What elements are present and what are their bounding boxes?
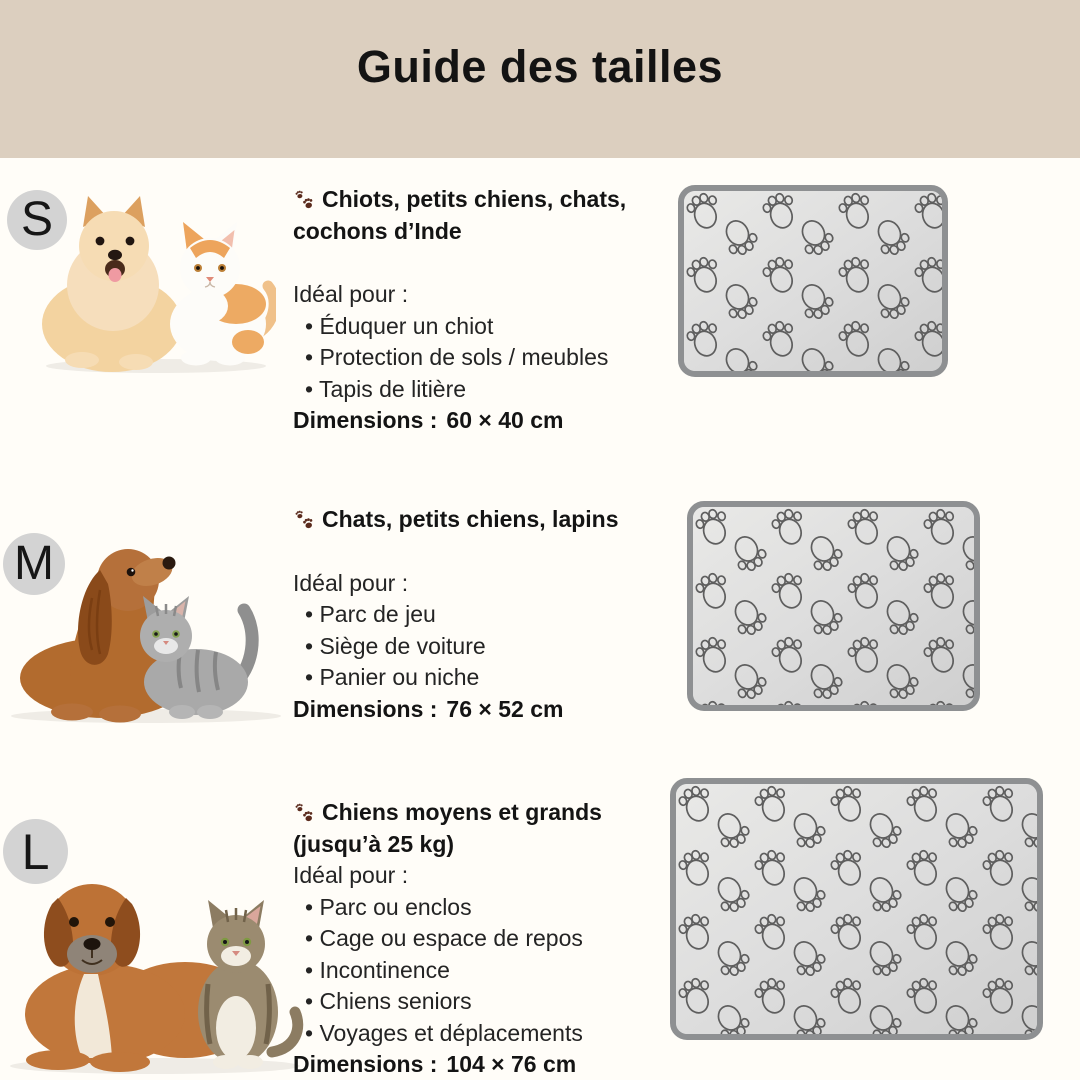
heading-line2: cochons d’Inde <box>293 217 462 244</box>
paw-prints-icon <box>293 507 315 529</box>
heading-line2: (jusqu’à 25 kg) <box>293 830 455 857</box>
medium-pets-illustration <box>0 528 292 724</box>
photo-pomeranian-and-cat <box>38 182 276 376</box>
header-banner <box>0 0 1080 158</box>
ideal-use-item: • Tapis de litière <box>293 374 685 406</box>
ideal-label: Idéal pour : <box>293 569 409 596</box>
dimensions-line <box>293 694 685 726</box>
mat-photo-m <box>687 501 980 711</box>
paw-prints-icon <box>293 187 315 209</box>
mat-photo-l <box>670 778 1043 1040</box>
photo-spaniel-and-gray-cat <box>0 528 292 724</box>
paw-print-pattern <box>684 191 942 371</box>
dimensions-label: Dimensions : <box>293 1051 438 1077</box>
section-m-text <box>293 504 685 725</box>
dimensions-line <box>293 1049 685 1080</box>
photo-large-dog-and-tabby-cat <box>0 852 308 1076</box>
ideal-use-item: • Protection de sols / meubles <box>293 342 685 374</box>
large-pets-illustration <box>0 852 308 1076</box>
ideal-label: Idéal pour : <box>293 281 409 307</box>
heading-line1: Chiots, petits chiens, chats, <box>322 186 627 212</box>
size-letter: M <box>14 537 54 590</box>
dimensions-value: 60 × 40 cm <box>446 407 564 433</box>
section-l-heading <box>293 797 685 860</box>
section-l-text <box>293 797 685 1080</box>
mat-photo-s <box>678 185 948 377</box>
dimensions-label: Dimensions : <box>293 695 438 722</box>
section-s-heading <box>293 184 685 247</box>
dimensions-value: 104 × 76 cm <box>446 1051 577 1077</box>
ideal-use-item: • Éduquer un chiot <box>293 311 685 343</box>
size-letter: L <box>21 823 50 880</box>
ideal-use-item: • Siège de voiture <box>293 631 685 663</box>
page-title: Guide des tailles <box>356 41 724 92</box>
paw-prints-icon <box>293 800 315 822</box>
heading-line1: Chiens moyens et grands <box>322 799 602 825</box>
heading-line1: Chats, petits chiens, lapins <box>322 506 619 532</box>
section-s-text <box>293 184 685 437</box>
dimensions-value: 76 × 52 cm <box>446 695 564 722</box>
size-letter: S <box>20 193 53 246</box>
section-m-heading <box>293 504 685 536</box>
ideal-use-item: • Panier ou niche <box>293 662 685 694</box>
ideal-use-item: • Parc de jeu <box>293 599 685 631</box>
ideal-use-item: • Incontinence <box>293 955 685 987</box>
dimensions-label: Dimensions : <box>293 407 438 433</box>
ideal-use-item: • Cage ou espace de repos <box>293 923 685 955</box>
ideal-use-item: • Voyages et déplacements <box>293 1018 685 1050</box>
ideal-use-item: • Chiens seniors <box>293 986 685 1018</box>
paw-print-pattern <box>676 784 1037 1034</box>
paw-print-pattern <box>693 507 974 705</box>
ideal-label: Idéal pour : <box>293 862 409 888</box>
ideal-use-item: • Parc ou enclos <box>293 892 685 924</box>
small-pets-illustration <box>38 182 276 376</box>
dimensions-line <box>293 405 685 437</box>
